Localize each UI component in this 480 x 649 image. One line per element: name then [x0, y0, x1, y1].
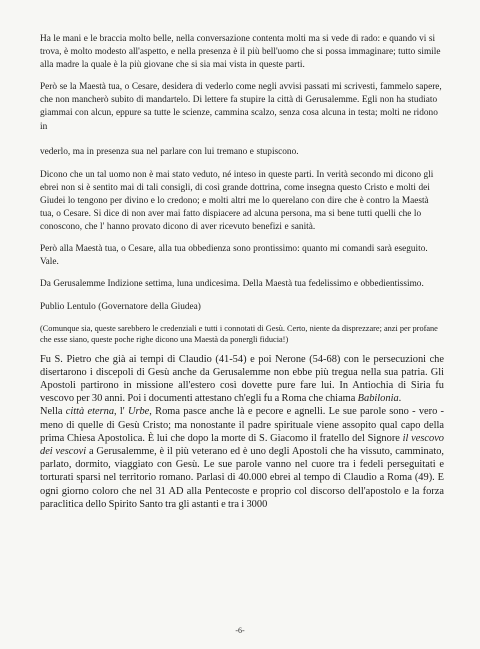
paragraph-1: Ha le mani e le braccia molto belle, nella conversazione contenta molti ma si vede di rado: e quando vi si trova, è molto modesto all'aspetto, e nella presenza è il più bell'uomo che si possa immaginare; tutto simile alla madre la quale è la più giovane che si sia mai vista in queste parti.	[40, 34, 441, 71]
page-number: -6-	[235, 626, 245, 635]
paragraph-5: Però alla Maestà tua, o Cesare, alla tua obbedienza sono prontissimo: quanto mi comandi sarà eseguito. Vale.	[40, 244, 428, 268]
paragraph-2: Però se la Maestà tua, o Cesare, desidera di vederlo come negli avvisi passati mi scrivesti, fammelo sapere, che non mancherò subito di mandartelo. Di lettere fa stupire la città di Gerusalemme. Egli non ha studiato giammai con alcun, eppure sa tutte le scienze, cammina scalzo, senza cosa alcuna in testa; molti ne ridono in	[40, 82, 442, 132]
signature-line: Publio Lentulo (Governatore della Giudea)	[40, 301, 201, 312]
paragraph-4: Dicono che un tal uomo non è mai stato veduto, né inteso in queste parti. In verità secondo mi dicono gli ebrei non si è sentito mai di tali consigli, di così grande dottrina, come insegna questo Cristo e molti dei Giudei lo tengono per divino e lo credono; e molti altri me lo querelano con dire che è contro la Maestà tua, o Cesare. Si dice di non aver mai fatto dispiacere ad alcuna persona, ma si bene tutti quelli che lo conoscono, che l' hanno provato dicono di aver ricevuto benefizi e sanità.	[40, 169, 434, 233]
body-paragraph-peter: Fu S. Pietro che già ai tempi di Claudio (41-54) e poi Nerone (54-68) con le persecuzioni che disertarono i discepoli di Gesù anche da Gerusalemme non ebbe più tregua nella sua patria. Gli Apostoli partirono in missione all'estero così dovette pure fare lui. In Antiochia di Siria fu vescovo per 30 anni. Poi i documenti attestano ch'egli fu a Roma che chiama Babilonia.	[40, 353, 444, 405]
body-paragraph-rome: Nella città eterna, l' Urbe, Roma pasce anche là e pecore e agnelli. Le sue parole sono - vero - meno di quelle di Gesù Cristo; ma nonostante il padre spirituale viene assopito qual capo della prima Chiesa Apostolica. È lui che dopo la morte di S. Giacomo il fratello del Signore il vescovo dei vescovi a Gerusalemme, è il più veterano ed è uno degli Apostoli che ha vissuto, camminato, parlato, dormito, viaggiato con Gesù. Le sue parole vanno nel cuore tra i fedeli perseguitati e torturati sparsi nel territorio romano. Parlasi di 40.000 ebrei al tempo di Claudio a Roma (49). E ogni giorno coloro che nel 31 AD alla Pentecoste e proprio col discorso dell'apostolo e la forza paraclitica dello Spirito Santo tra gli astanti e tra i 3000	[40, 406, 445, 510]
paragraph-3: vederlo, ma in presenza sua nel parlare con lui tremano e stupiscono.	[40, 146, 299, 157]
commentary-note: (Comunque sia, queste sarebbero le credenziali e tutti i connotati di Gesù. Certo, niente da disprezzare; anzi per profane che esse siano, queste poche righe dicono una Maestà da ponergli fiducia!)	[40, 323, 438, 344]
paragraph-6: Da Gerusalemme Indizione settima, luna undicesima. Della Maestà tua fedelissimo e obbedientissimo.	[40, 279, 424, 290]
document-page	[40, 33, 444, 511]
